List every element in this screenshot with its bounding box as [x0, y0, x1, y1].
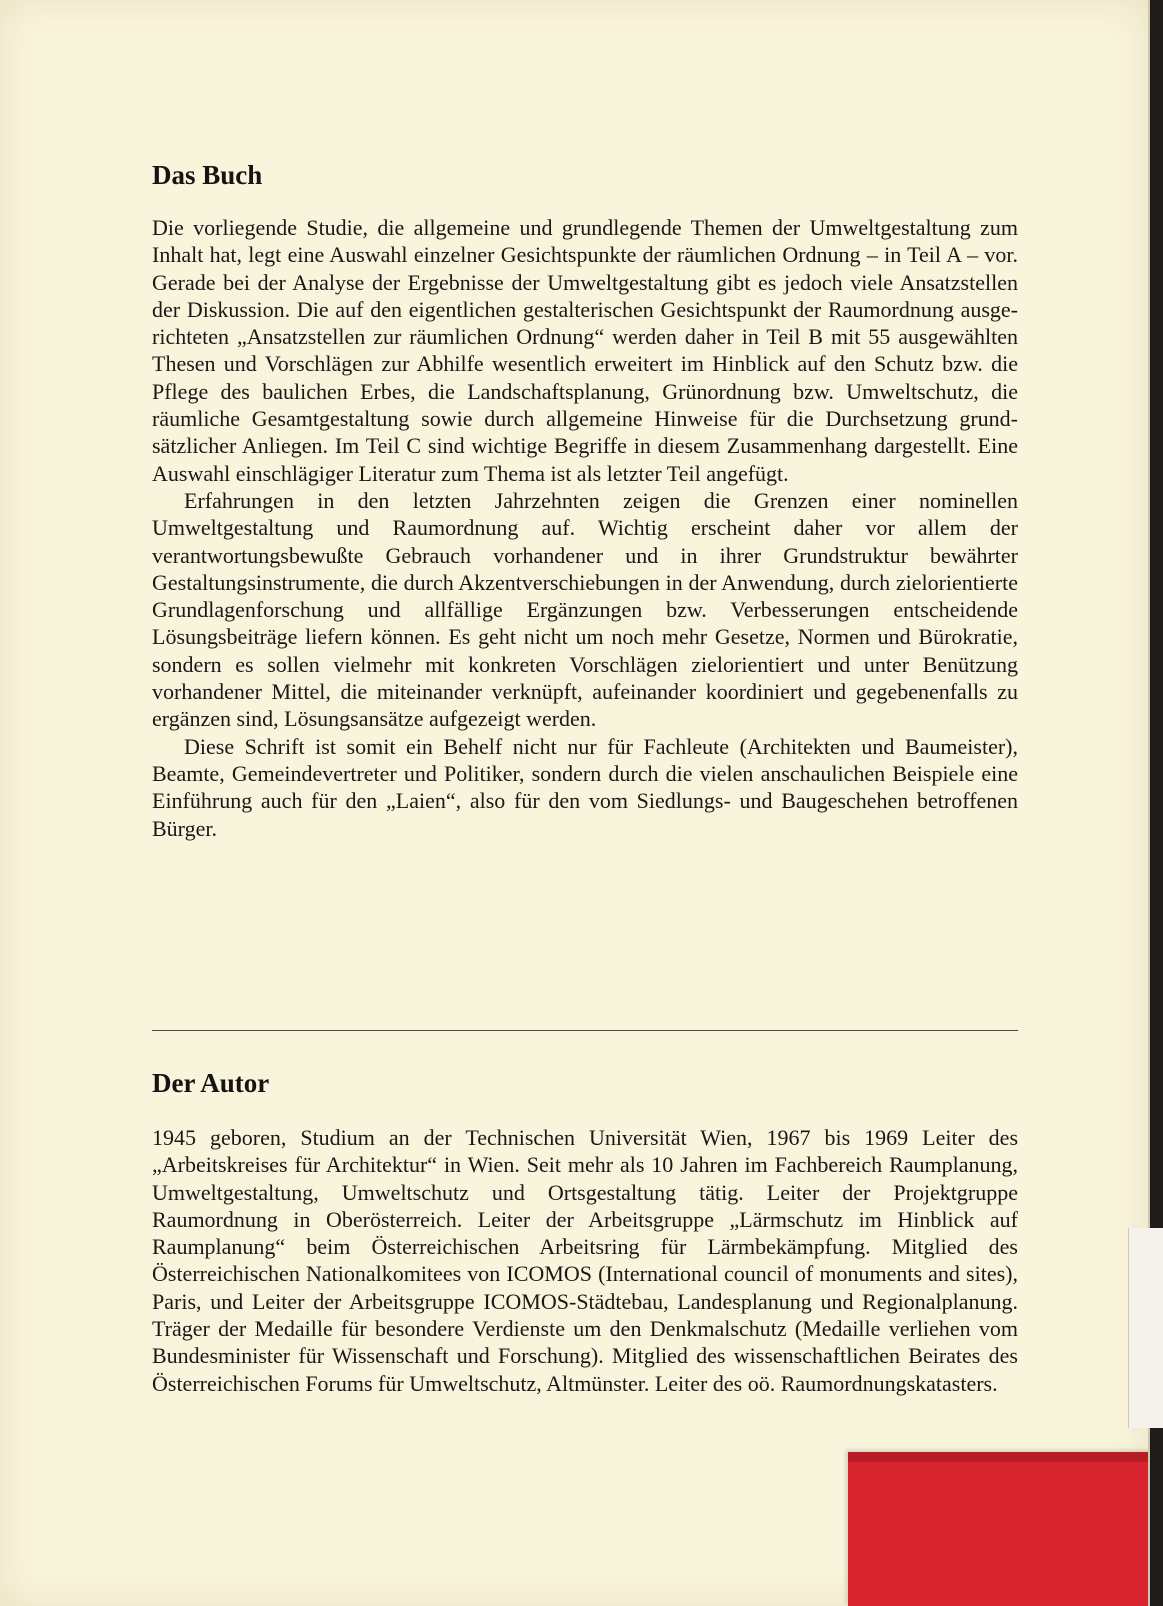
book-paragraph-1: Die vorliegende Studie, die allgemeine und grundlegende Themen der Umweltgestaltung zum Inhalt hat, legt eine Auswahl einzelner Gesichtspunkte der räumlichen Ordnung – in Teil A – vor. Gerade bei der Analyse der Ergebnisse der Umweltgestaltung gibt es jedoch viele Ansatzstellen der Diskussion. Die auf den eigentlichen gestalterischen Gesichtspunkt der Raumordnung ausgerichteten „Ansatzstellen zur räumlichen Ordnung“ werden daher in Teil B mit 55 ausgewählten Thesen und Vorschlägen zur Abhilfe wesentlich erweitert im Hinblick auf den Schutz bzw. die Pflege des baulichen Erbes, die Landschaftsplanung, Grünordnung bzw. Umweltschutz, die räumliche Gesamtgestaltung sowie durch allgemeine Hinweise für die Durchsetzung grundsätzlicher Anliegen. Im Teil C sind wichtige Begriffe in diesem Zusammenhang dargestellt. Eine Auswahl einschlägiger Literatur zum Thema ist als letzter Teil angefügt.	[152, 215, 1018, 486]
author-text	[152, 1124, 1018, 1397]
author-paragraph: 1945 geboren, Studium an der Technischen Universität Wien, 1967 bis 1969 Leiter des „Arbeitskreises für Architektur“ in Wien. Seit mehr als 10 Jahren im Fachbereich Raumplanung, Umweltgestaltung, Umweltschutz und Ortsgestaltung tätig. Leiter der Projektgruppe Raumordnung in Oberösterreich. Leiter der Arbeitsgruppe „Lärmschutz im Hinblick auf Raumplanung“ beim Österreichischen Arbeitsring für Lärmbekämpfung. Mitglied des Österreichischen Nationalkomitees von ICOMOS (International council of monuments and sites), Paris, und Leiter der Arbeitsgruppe ICOMOS-Städtebau, Landesplanung und Regionalplanung. Träger der Medaille für besondere Verdienste um den Denkmalschutz (Medaille verliehen vom Bundesminister für Wissenschaft und Forschung). Mitglied des wissenschaftlichen Beirates des Österreichischen Forums für Umweltschutz, Altmünster. Leiter des oö. Raumordnungskatasters.	[152, 1125, 1018, 1396]
book-paragraph-3: Diese Schrift ist somit ein Behelf nicht nur für Fachleute (Architekten und Baumeister), Beamte, Gemeindevertreter und Politiker, sondern durch die vielen anschaulichen Beispiele eine Einführung auch für den „Laien“, also für den vom Siedlungs- und Baugeschehen betroffenen Bürger.	[152, 733, 1018, 841]
author-heading: Der Autor	[152, 1068, 270, 1098]
book-text	[152, 214, 1018, 842]
book-heading: Das Buch	[152, 160, 263, 190]
author-section	[152, 1068, 1018, 1397]
library-tab	[1128, 1228, 1163, 1428]
section-divider	[152, 1030, 1018, 1031]
red-sticker	[848, 1452, 1150, 1606]
book-section	[152, 160, 1018, 842]
book-paragraph-2: Erfahrungen in den letzten Jahrzehnten zeigen die Grenzen einer nominellen Umweltgestaltung und Raumordnung auf. Wichtig erscheint daher vor allem der verantwortungsbewußte Gebrauch vorhandener und in ihrer Grundstruktur bewährter Gestaltungsinstrumente, die durch Akzentverschiebungen in der Anwendung, durch zielorientierte Grundlagenforschung und allfällige Ergänzungen bzw. Verbesserungen entscheidende Lösungsbeiträge liefern können. Es geht nicht um noch mehr Gesetze, Normen und Bürokratie, sondern es sollen vielmehr mit konkreten Vorschlägen zielorientiert und unter Benützung vorhandener Mittel, die miteinander verknüpft, aufeinander koordiniert und gegebenenfalls zu ergänzen sind, Lösungsansätze aufgezeigt werden.	[152, 487, 1018, 732]
